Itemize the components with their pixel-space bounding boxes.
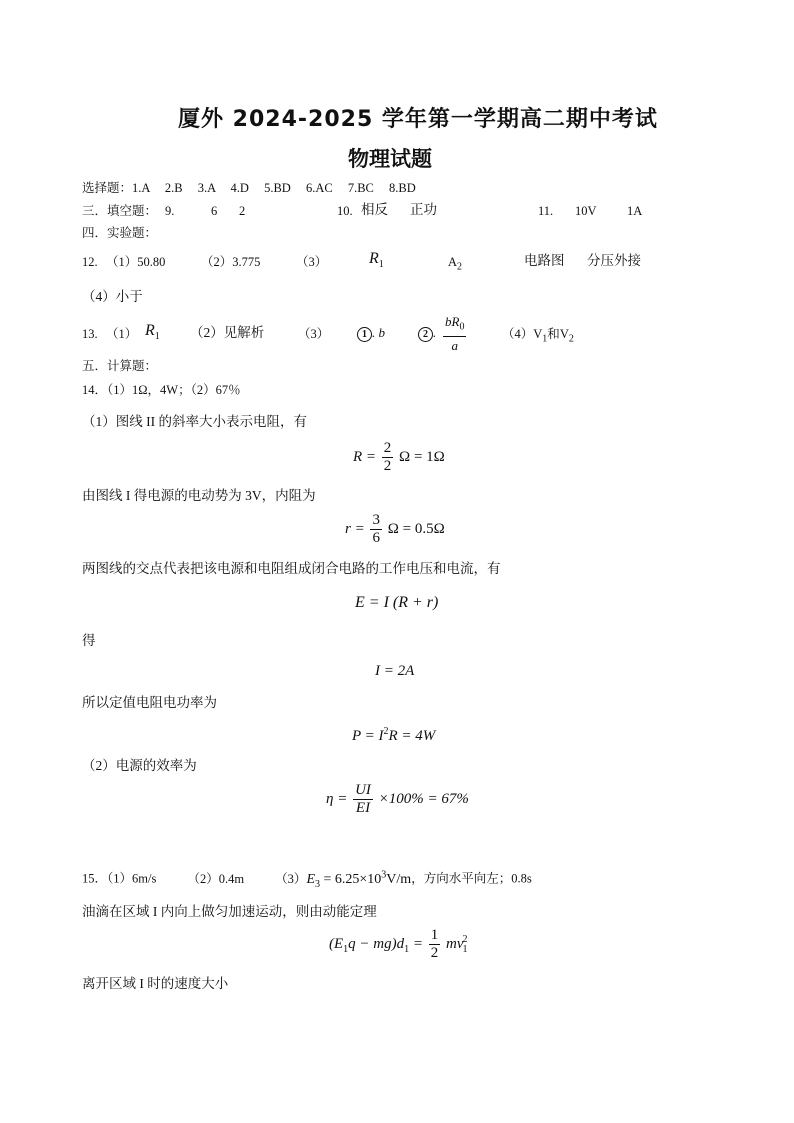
calc-q15-line2: 离开区域 I 时的速度大小 [82,976,229,991]
exp-q13-part3: （3） [298,327,330,341]
choice-answer: 8.BD [389,181,416,195]
fill-q9: 9. [165,204,175,218]
exp-q12-method: 分压外接 [587,253,641,268]
fill-q11-answer-a: 10V [575,204,597,218]
exp-q13-part1: （1） [106,327,138,341]
calc-q14-line1: （1）图线 II 的斜率大小表示电阻，有 [82,414,307,429]
exp-q13-r1: $R_1$ [145,322,160,343]
fill-q10: 10. [337,204,353,218]
fill-q9-answer-a: 6 [211,204,218,218]
choice-answer: 2.B [164,181,183,195]
exp-q13-number: 13. [82,327,98,341]
calc-q14-line3: 两图线的交点代表把该电源和电阻组成闭合电路的工作电压和电流，有 [82,561,501,576]
exp-q13-circled-1: 1 . b [357,325,385,342]
exp-q13-part2: （2）见解析 [190,325,265,340]
exp-q12-part4: （4）小于 [82,289,143,304]
choice-answer: 4.D [230,181,249,195]
equation-power: $P = I^2R = 4W$ [352,726,436,744]
fill-q11: 11. [538,204,554,218]
page-title: 厦外 2024-2025 学年第一学期高二期中考试 [178,107,658,132]
equation-current: I = 2A [375,663,415,679]
fill-q11-answer-b: 1A [627,204,643,218]
equation-resistance: R = $\frac{2}{2}$ Ω = 1Ω [353,440,445,474]
calc-q14-line2: 由图线 I 得电源的电动势为 3V，内阻为 [82,488,316,503]
exp-q12-part1: （1）50.80 [106,255,166,269]
choice-answer: 3.A [197,181,216,195]
exp-q12-number: 12. [82,255,98,269]
calc-q15-answer: 15．（1）6m/s （2）0.4m $(3)E_3 = 6.25\times 10^3V/m$，方向水平向左；0.8s [82,869,532,890]
fill-label: 三．填空题： [82,204,158,218]
calc-q14-line5: 所以定值电阻电功率为 [82,695,217,710]
calc-label: 五．计算题： [82,359,158,373]
fill-q9-answer-b: 2 [239,204,246,218]
calc-q14-line4: 得 [82,633,96,648]
page-subtitle: 物理试题 [348,147,432,171]
choice-answer: 1.A [132,181,150,195]
fill-q10-answer-a: 相反 [361,202,388,217]
exp-q12-part2: （2）3.775 [201,255,261,269]
exp-q12-part3: （3） [296,255,328,269]
equation-efficiency: η = $\frac{UI}{EI}$ ×100% = 67% [326,782,469,816]
calc-q15-line1: 油滴在区域 I 内向上做匀加速运动，则由动能定理 [82,904,377,919]
choice-label: 选择题： [82,181,133,195]
calc-q14-line6: （2）电源的效率为 [82,758,197,773]
choice-section [82,179,416,197]
exp-q13-circled-2: 2 . [418,325,436,342]
circled-number-1-icon: 1 [357,327,372,342]
calc-q14-answer: 14．（1）1Ω，4W；（2）67％ [82,383,241,397]
choice-answer: 7.BC [347,181,374,195]
choice-answer: 5.BD [264,181,291,195]
equation-closed-circuit: E = I (R + r) [355,594,439,611]
circled-number-2-icon: 2 [418,327,433,342]
exp-q12-circuit: 电路图 [524,253,565,268]
equation-kinetic-energy: $(E_1q - mg)d_1$ = $\frac{1}{2}$ $mv^2_1$ [329,927,468,961]
choice-answer: 6.AC [305,181,333,195]
exp-label: 四．实验题： [82,226,158,240]
exp-q12-r1: $R_1$ [369,250,384,271]
exp-q12-ammeter: $A_2$ [448,255,463,273]
exp-q13-part4: $(4)V_1$和$V_2$ [502,327,574,345]
equation-internal-resistance: r = $\frac{3}{6}$ Ω = 0.5Ω [345,512,445,546]
exp-q13-fraction: $\frac{bR_0}{a}$ [445,314,465,353]
fill-q10-answer-b: 正功 [410,202,437,217]
